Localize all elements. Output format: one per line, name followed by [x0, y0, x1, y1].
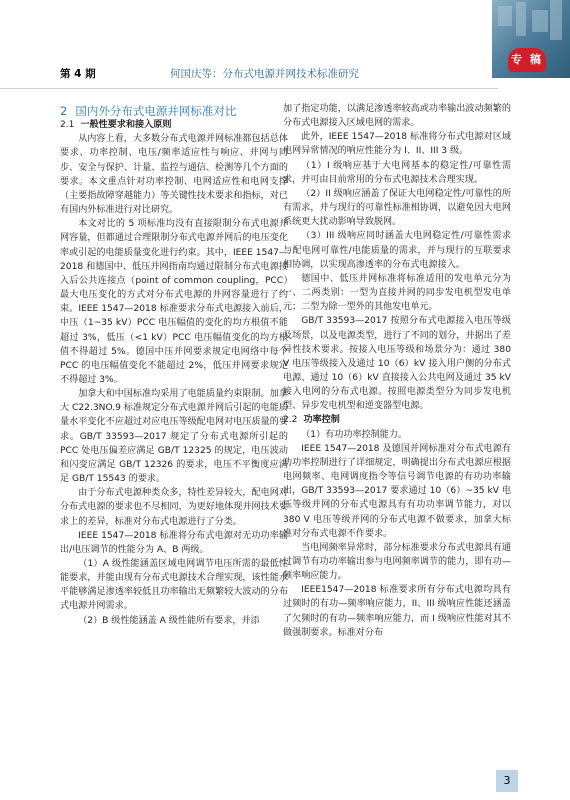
paragraph: GB/T 33593—2017 按照分布式电源接入电压等级及场景，以及电源类型，进行了不同的划分，并据出了差异性技术要求。按接入电压等级和场景分为：通过 380 V 电压等级接入及通过 10（6）kV 接入用户侧的分布式电源、通过 10（6）kV 直接接入公共电网及通过 35 kV 接入电网的分布式电源。按照电源类型分为同步发电机型、异步发电机型和逆变器型电源。 — [283, 316, 511, 412]
paragraph: 德国中、低压并网标准将标准适用的发电单元分为一、二两类别：一型为直接并网的同步发电机型发电单元；二型为除一型外的其他发电单元。 — [283, 273, 511, 313]
running-header — [0, 58, 498, 89]
paragraph: IEEE1547—2018 标准要求所有分布式电源均具有过频时的有功—频率响应能力，II、III 级响应性能还涵盖了欠频时的有功—频率响应能力，而 I 级响应性能对其不做强制要求。标准对分布 — [283, 585, 511, 638]
subsection-title: 一般性要求和接入原则 — [80, 120, 172, 131]
section-heading — [60, 104, 288, 118]
paragraph: 加了指定功能，以满足渗透率较高或功率输出波动频繁的分布式电源接入区域电网的需求。 — [283, 104, 511, 129]
subsection-heading — [60, 118, 288, 132]
paragraph: （2）B 级性能涵盖 A 级性能所有要求，并添 — [78, 615, 260, 626]
paragraph: 当电网频率异常时，部分标准要求分布式电源具有通过调节有功功率输出参与电网频率调节的能力，即有功—频率响应能力。 — [283, 542, 511, 582]
paragraph: （3）III 级响应同时涵盖大电网稳定性/可靠性需求与配电网可靠性/电能质量的需求，并与现行的互联要求相协调，以实现高渗透率的分布式电源接入。 — [283, 231, 511, 270]
subsection-heading — [283, 413, 511, 427]
running-title: 何国庆等：分布式电源并网技术标准研究 — [170, 68, 359, 80]
paragraph: IEEE 1547—2018 标准将分布式电源对无功功率输出/电压调节的性能分为 A、B 两级。 — [60, 530, 288, 555]
column-badge: 专 稿 — [508, 48, 546, 72]
subsection-number: 2.1 — [60, 120, 75, 131]
paragraph: 本文对比的 5 项标准均没有直接限制分布式电源并网容量，但都通过合理限制分布式电源并网后的电压变化率或引起的电能质量变化进行约束。其中，IEEE 1547—2018 和德国中、低压并网指南均通过限制分布式电源接入后公共连接点（point of common coupling，PCC）最大电压变化的方式对分布式电源的并网容量进行了约束。IEEE 1547—2018 标准要求分布式电源接入前后，中压（1~35 kV）PCC 电压幅值的变化的均方根值不能超过 3%，低压（<1 kV）PCC 电压幅值变化的均方根值不得超过 5%。德国中压并网要求规定电网络中每个 PCC 的电压幅值变化不能超过 2%，低压并网要求规定不得超过 3%。 — [60, 219, 288, 385]
paragraph: 从内容上看，大多数分布式电源并网标准都包括总体要求、功率控制、电压/频率适应性与响应、并网与同步、安全与保护、计量、监控与通信、检测等几个方面的要求。本文重点针对功率控制、电网适应性和电网支撑（主要指故障穿越能力）等关键性技术要求和指标，对已有国内外标准进行对比研究。 — [60, 134, 288, 216]
paragraph: （1）有功功率控制能力。 — [301, 429, 408, 440]
subsection-number: 2.2 — [283, 415, 298, 426]
paragraph: （1）I 级响应基于大电网基本的稳定性/可靠性需求，并可由目前常用的分布式电源技术合理实现。 — [283, 160, 511, 185]
paragraph: （2）II 级响应涵盖了保证大电网稳定性/可靠性的所有需求，并与现行的可靠性标准相协调，以避免因大电网系统更大扰动影响导致脱网。 — [283, 188, 511, 228]
left-column — [60, 104, 288, 628]
paragraph: 加拿大和中国标准均采用了电能质量约束限制。加拿大 C22.3NO.9 标准规定分布式电源并网后引起的电能质量水平变化不应超过对应电压等级配电网对电压质量的要求。GB/T 33593—2017 规定了分布式电源所引起的 PCC 处电压偏差应满足 GB/T 12325 的规定，电压波动和闪变应满足 GB/T 12326 的要求，电压不平衡度应满足 GB/T 15543 的要求。 — [60, 389, 288, 485]
paragraph: （1）A 级性能涵盖区域电网调节电压所需的最低性能要求，并能由现有分布式电源技术合理实现，该性能水平能够满足渗透率较低且功率输出无频繁较大波动的分布式电源并网需求。 — [60, 559, 288, 612]
right-column — [283, 102, 511, 640]
issue-number: 第 4 期 — [60, 68, 96, 80]
paragraph: 由于分布式电源种类众多，特性差异较大，配电网对分布式电源的要求也不尽相同，为更好地体现并网技术要求上的差异，标准对分布式电源进行了分类。 — [60, 488, 288, 527]
section-title: 国内外分布式电源并网标准对比 — [75, 104, 237, 118]
paragraph: IEEE 1547—2018 及德国并网标准对分布式电源有功功率控制进行了详细规定，明确提出分布式电源应根据电网频率、电网调度指令等信号调节电源的有功功率输出，GB/T 33593—2017 要求通过 10（6）~35 kV 电压等级并网的分布式电源具有有功功率调节能力，对以 380 V 电压等级并网的分布式电源不做要求，加拿大标准对分布式电源不作要求。 — [283, 443, 511, 539]
section-number: 2 — [60, 104, 68, 118]
subsection-title: 功率控制 — [303, 415, 340, 426]
paragraph: 此外，IEEE 1547—2018 标准将分布式电源对区域电网异常情况的响应性能分为 I、II、III 3 级。 — [283, 132, 511, 157]
page-number: 3 — [496, 770, 518, 792]
